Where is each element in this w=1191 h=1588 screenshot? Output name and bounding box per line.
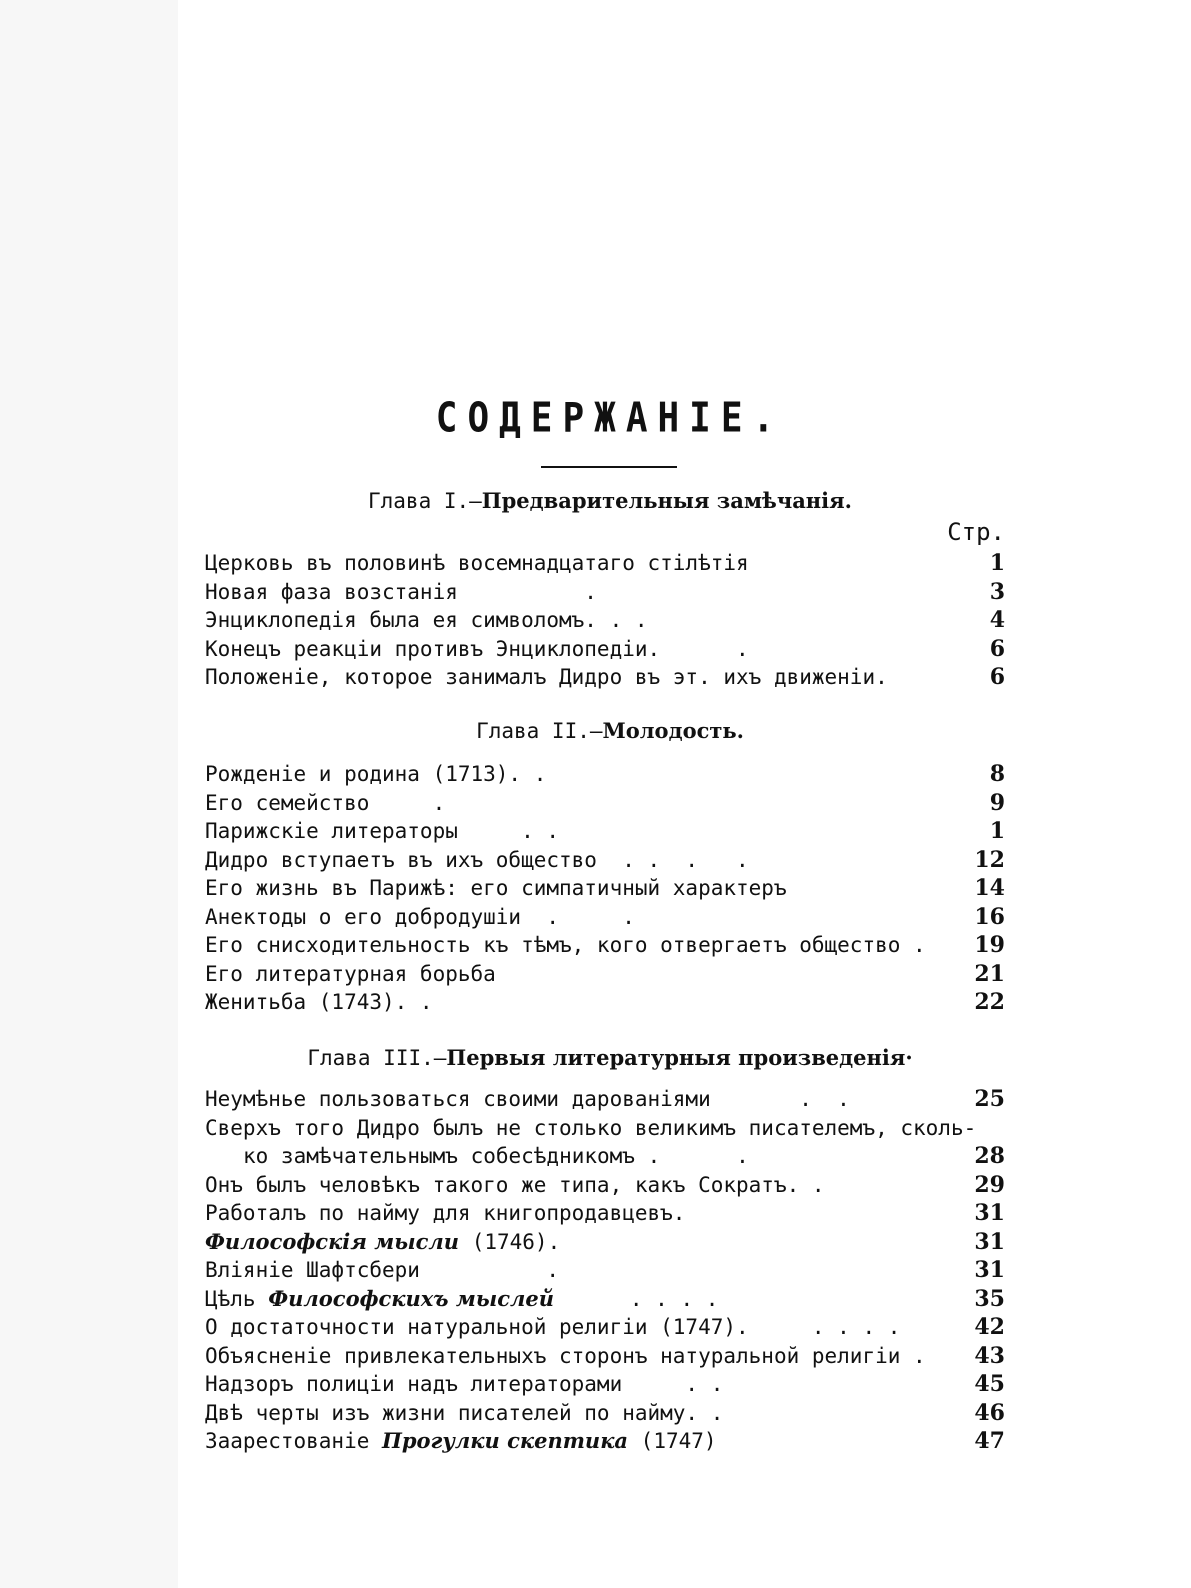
scan-margin (0, 0, 178, 1588)
entry-page-number: 29 (974, 1171, 1005, 1198)
entry-text: Энциклопедія была ея символомъ. . . (205, 608, 648, 632)
chapter-3-entries (205, 1085, 1005, 1456)
entry-text: Парижскіе литераторы . . (205, 819, 560, 843)
entry-text-suffix: . . . . (554, 1286, 719, 1311)
entry-page-number: 6 (989, 664, 1005, 690)
toc-entry (205, 1171, 1005, 1200)
entry-page-number: 31 (974, 1228, 1005, 1255)
page-title: СОДЕРЖАНІЕ. (435, 394, 785, 443)
entry-italic-title: Прогулки скептика (382, 1428, 629, 1453)
chapter-2-heading (205, 718, 1015, 743)
entry-text: Его литературная борьба (205, 961, 496, 986)
entry-page-number: 3 (989, 578, 1005, 605)
entry-page-number: 6 (989, 635, 1005, 662)
contents-page (205, 0, 1015, 1588)
entry-page-number: 1 (989, 550, 1005, 576)
entry-text: Вліяніе Шафтсбери . (205, 1258, 560, 1282)
entry-page-number: 1 (989, 818, 1005, 844)
entry-text (205, 1427, 717, 1456)
toc-entry (205, 960, 1005, 989)
entry-text: Положеніе, которое занималъ Дидро въ эт. ихъ движеніи. (205, 665, 888, 689)
entry-text: Его семейство . (205, 790, 446, 815)
entry-text: Церковь въ половинѣ восемнадцатаго стілѣтія (205, 551, 749, 575)
entry-text: Женитьба (1743). . (205, 990, 433, 1014)
toc-entry (205, 1399, 1005, 1428)
entry-text: Дидро вступаетъ въ ихъ общество . . . . (205, 847, 749, 872)
toc-entry (205, 663, 1005, 692)
toc-entry (205, 1228, 1005, 1257)
chapter-2-label: Глава II.— (476, 719, 603, 743)
entry-text-suffix: (1746). (459, 1229, 561, 1254)
entry-page-number: 22 (974, 989, 1005, 1015)
chapter-1-title: Предварительныя замѣчанія. (481, 488, 852, 513)
entry-page-number: 14 (974, 875, 1005, 901)
entry-page-number: 25 (974, 1086, 1005, 1112)
chapter-3-heading (205, 1045, 1015, 1070)
entry-page-number: 28 (974, 1143, 1005, 1169)
entry-text: Рожденіе и родина (1713). . (205, 762, 547, 786)
entry-page-number: 45 (974, 1371, 1005, 1397)
entry-text: Двѣ черты изъ жизни писателей по найму. . (205, 1400, 724, 1425)
entry-text: Анектоды о его добродушіи . . (205, 904, 635, 929)
chapter-2-entries (205, 760, 1005, 1017)
toc-entry (205, 846, 1005, 875)
entry-text: Онъ былъ человѣкъ такого же типа, какъ Сократъ. . (205, 1172, 825, 1197)
toc-entry (205, 789, 1005, 818)
entry-page-number: 31 (974, 1200, 1005, 1226)
toc-entry (205, 549, 1005, 578)
entry-text: ко замѣчательнымъ собесѣдникомъ . . (243, 1144, 749, 1168)
toc-entry (205, 1427, 1005, 1456)
toc-entry (205, 1313, 1005, 1342)
toc-entry (205, 760, 1005, 789)
entry-text: О достаточности натуральной религіи (1747). . . . . (205, 1315, 901, 1339)
entry-text: Его снисходительность къ тѣмъ, кого отвергаетъ общество . (205, 933, 926, 957)
entry-italic-title: Философскихъ мыслей (268, 1285, 555, 1311)
entry-page-number: 12 (974, 846, 1005, 873)
toc-entry (205, 1199, 1005, 1228)
toc-entry (205, 1285, 1005, 1314)
entry-text: Сверхъ того Дидро былъ не столько великимъ писателемъ, сколь- (205, 1115, 977, 1140)
entry-text: Его жизнь въ Парижѣ: его симпатичный характеръ (205, 876, 787, 900)
page-column-label: Стр. (947, 518, 1005, 546)
entry-page-number: 46 (974, 1399, 1005, 1426)
entry-text-suffix: (1747) (628, 1429, 717, 1453)
title-rule (541, 466, 677, 468)
entry-text: Конецъ реакціи противъ Энциклопедіи. . (205, 636, 749, 661)
entry-page-number: 31 (974, 1257, 1005, 1283)
entry-text: Неумѣнье пользоваться своими дарованіями . . (205, 1087, 850, 1111)
chapter-1-entries (205, 549, 1005, 692)
chapter-1-heading (205, 488, 1015, 513)
entry-page-number: 42 (974, 1314, 1005, 1340)
entry-page-number: 47 (974, 1428, 1005, 1454)
toc-entry (205, 874, 1005, 903)
entry-text: Объясненіе привлекательныхъ сторонъ натуральной религіи . (205, 1343, 926, 1368)
toc-entry (205, 1256, 1005, 1285)
toc-entry (205, 1370, 1005, 1399)
toc-entry (205, 635, 1005, 664)
toc-entry (205, 903, 1005, 932)
toc-entry (205, 931, 1005, 960)
entry-italic-title: Философскія мысли (205, 1228, 460, 1254)
entry-page-number: 8 (989, 761, 1005, 787)
toc-entry (205, 817, 1005, 846)
toc-entry (205, 988, 1005, 1017)
chapter-2-title: Молодость. (602, 718, 744, 743)
toc-entry (205, 1342, 1005, 1371)
toc-entry (205, 1142, 1005, 1171)
chapter-1-label: Глава I.— (368, 489, 482, 513)
entry-page-number: 9 (989, 789, 1005, 816)
toc-entry (205, 1114, 1005, 1143)
entry-page-number: 35 (974, 1285, 1005, 1312)
entry-text (205, 1228, 560, 1257)
chapter-3-label: Глава III.— (307, 1046, 447, 1070)
toc-entry (205, 1085, 1005, 1114)
entry-text: Работалъ по найму для книгопродавцевъ. (205, 1201, 686, 1225)
entry-page-number: 43 (974, 1342, 1005, 1369)
toc-entry (205, 606, 1005, 635)
entry-text (205, 1285, 718, 1314)
entry-page-number: 4 (989, 607, 1005, 633)
entry-text-prefix: Цѣль (205, 1286, 269, 1311)
entry-page-number: 21 (974, 960, 1005, 987)
chapter-3-title: Первыя литературныя произведенія· (446, 1045, 913, 1070)
entry-text-prefix: Заарестованіе (205, 1429, 383, 1453)
entry-text: Надзоръ полиціи надъ литераторами . . (205, 1372, 724, 1396)
toc-entry (205, 578, 1005, 607)
entry-text: Новая фаза возстанія . (205, 579, 597, 604)
entry-page-number: 16 (974, 903, 1005, 930)
entry-page-number: 19 (974, 932, 1005, 958)
